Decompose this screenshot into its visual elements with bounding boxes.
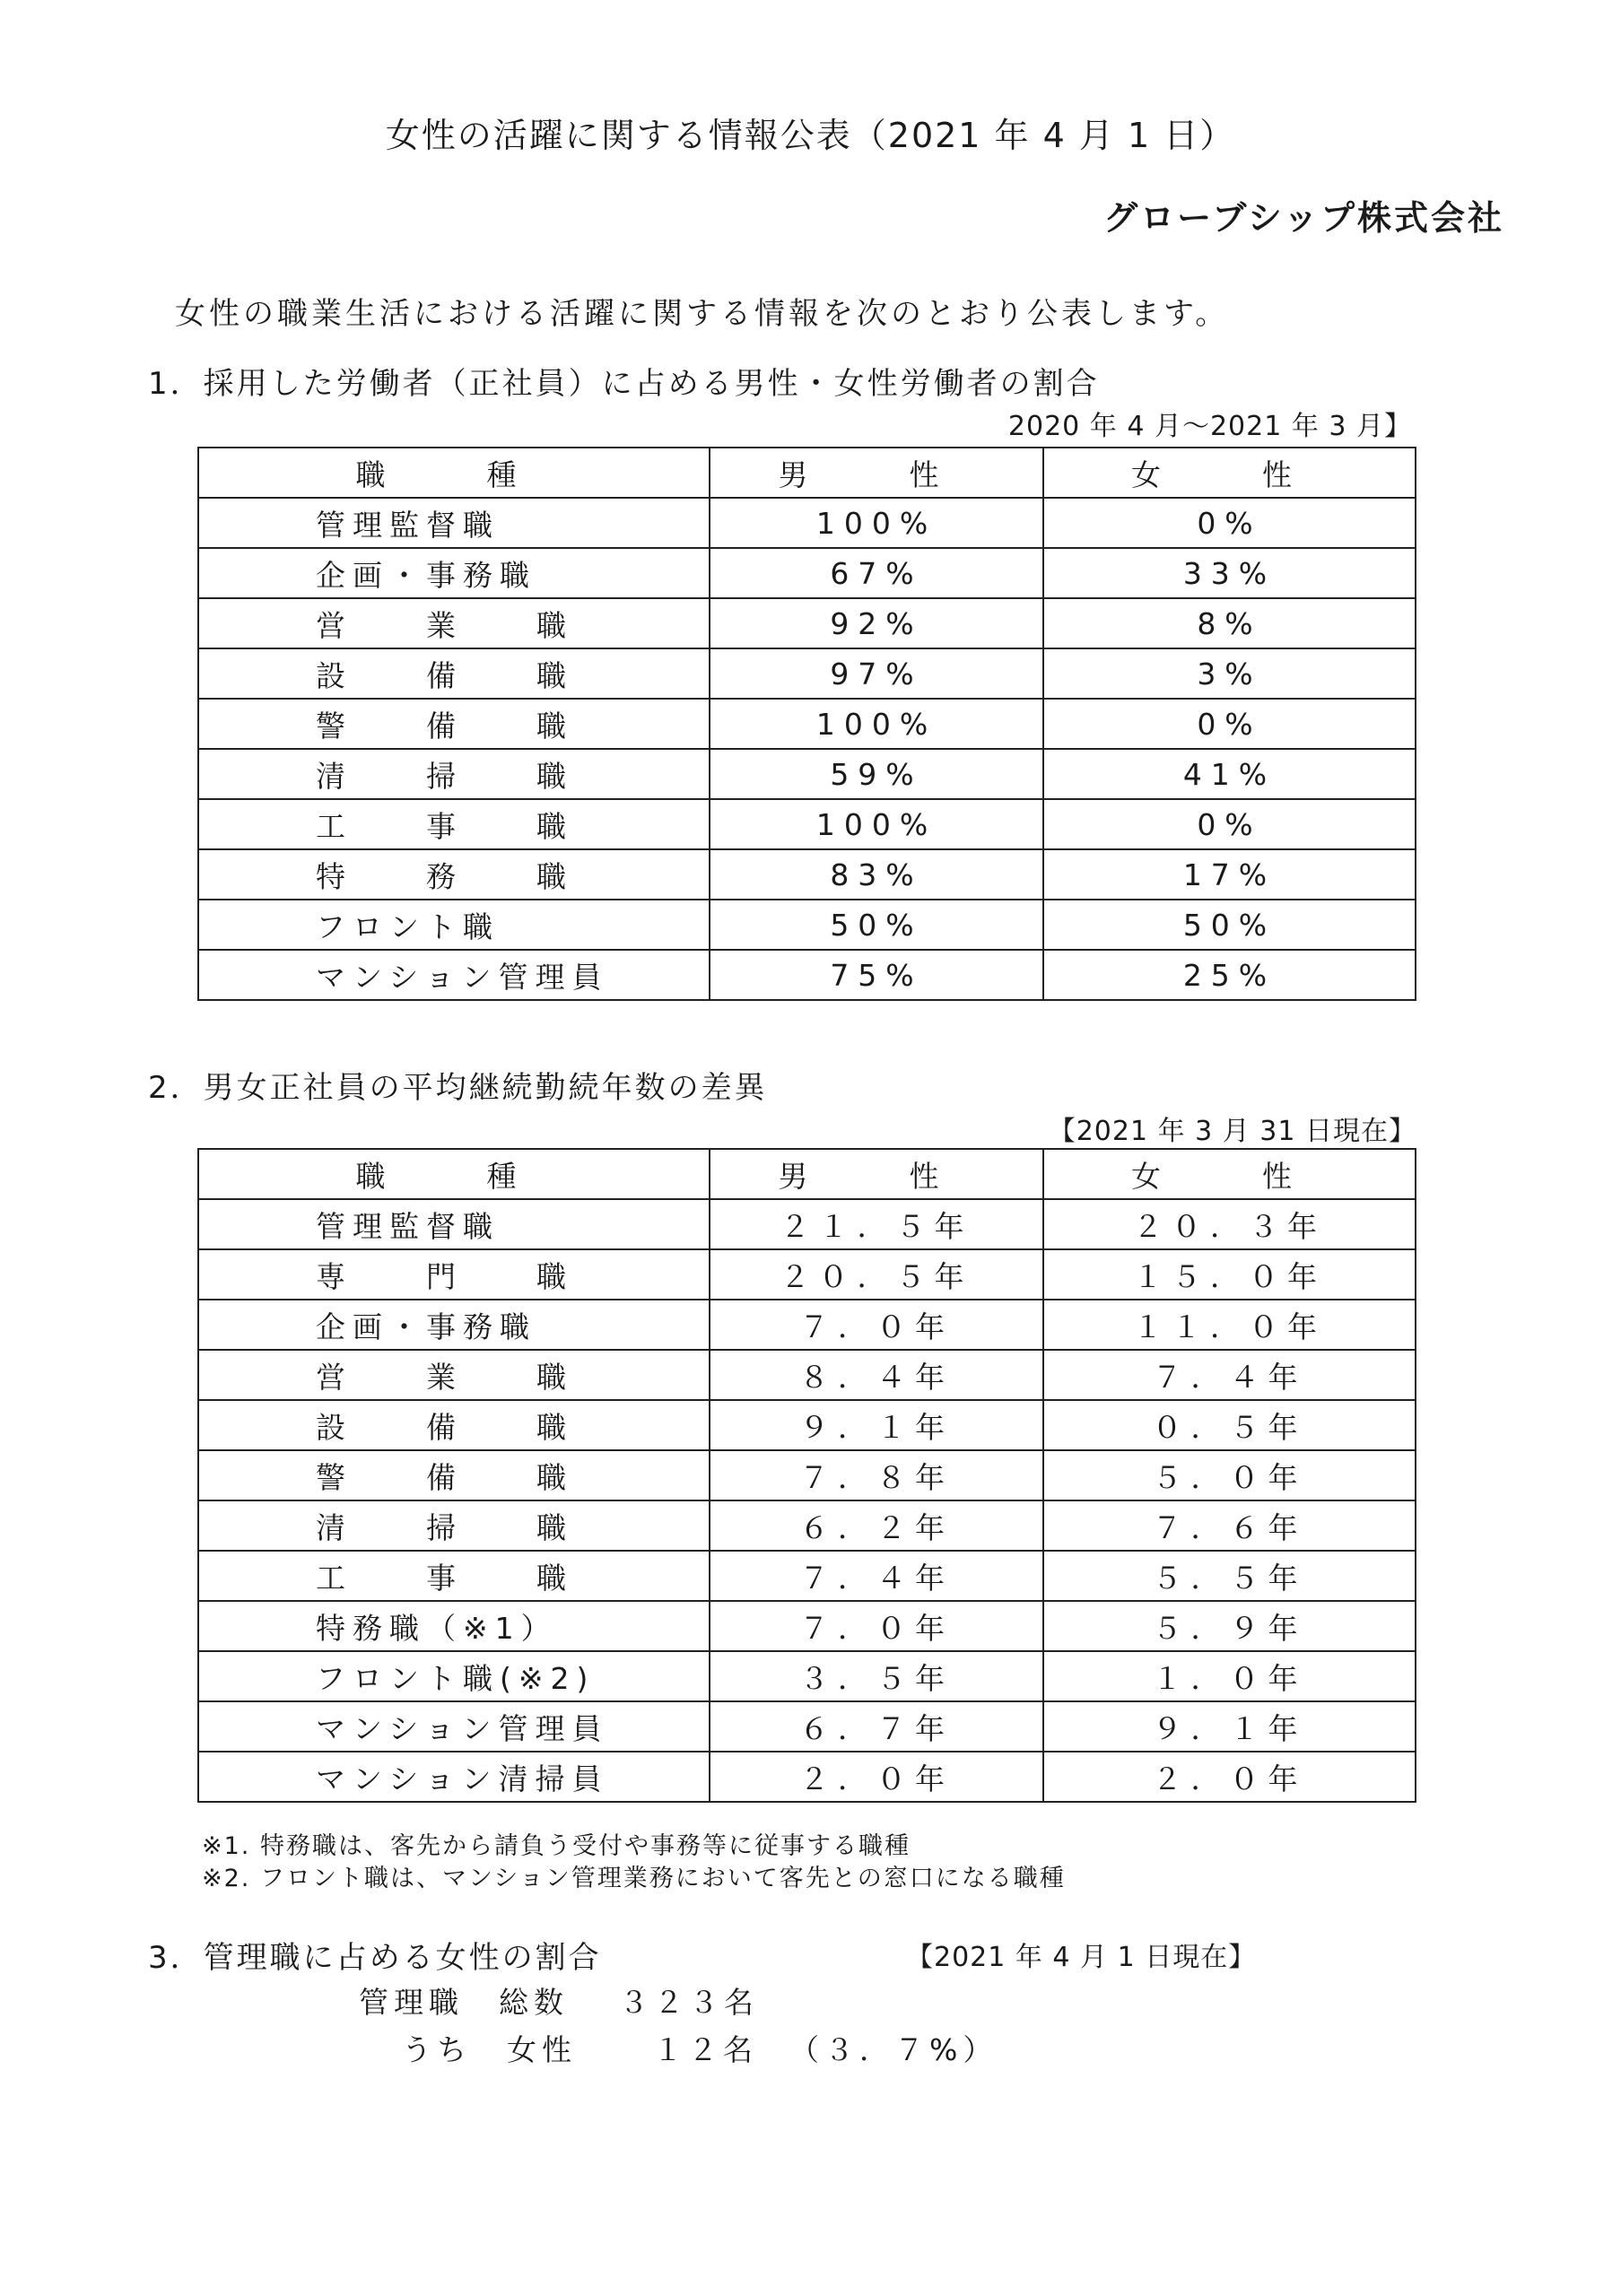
table-row: [198, 950, 1416, 1000]
male-cell: ２．０年: [710, 1752, 1043, 1802]
female-cell: 17%: [1043, 849, 1416, 900]
manager-female-label: うち 女性: [402, 2032, 577, 2067]
table-row: [198, 1601, 1416, 1651]
male-cell: ３．５年: [710, 1651, 1043, 1701]
female-cell: 0%: [1043, 699, 1416, 749]
male-cell: ２０．５年: [710, 1249, 1043, 1300]
female-cell: ０．５年: [1043, 1400, 1416, 1450]
job-cell: 特務職（※1）: [198, 1601, 710, 1651]
manager-total-value: ３２３名: [619, 1985, 759, 2020]
table-row: [198, 598, 1416, 648]
male-cell: ８．４年: [710, 1350, 1043, 1400]
job-cell: マンション清掃員: [198, 1752, 710, 1802]
table-row: [198, 900, 1416, 950]
job-cell: 清 掃 職: [198, 1500, 710, 1551]
female-cell: ９．１年: [1043, 1701, 1416, 1752]
job-cell: マンション管理員: [198, 1701, 710, 1752]
female-cell: 0%: [1043, 799, 1416, 849]
section3-heading: 3．管理職に占める女性の割合: [148, 1940, 602, 1976]
female-cell: 3%: [1043, 648, 1416, 699]
table-row: [198, 648, 1416, 699]
male-cell: 97%: [710, 648, 1043, 699]
table-row: [198, 1350, 1416, 1400]
male-cell: 92%: [710, 598, 1043, 648]
male-cell: ７．０年: [710, 1601, 1043, 1651]
table-row: [198, 699, 1416, 749]
section1-period: 2020 年 4 月～2021 年 3 月】: [1007, 411, 1412, 442]
column-header-male: 男 性: [710, 1149, 1043, 1199]
job-cell: フロント職: [198, 900, 710, 950]
male-cell: ７．０年: [710, 1300, 1043, 1350]
table-row: [198, 1400, 1416, 1450]
male-cell: 59%: [710, 749, 1043, 799]
table-row: [198, 1450, 1416, 1500]
job-cell: 警 備 職: [198, 699, 710, 749]
female-cell: １．０年: [1043, 1651, 1416, 1701]
female-cell: ２．０年: [1043, 1752, 1416, 1802]
female-cell: 8%: [1043, 598, 1416, 648]
column-header-job: 職 種: [198, 448, 710, 498]
male-cell: ６．２年: [710, 1500, 1043, 1551]
section1-heading: 1．採用した労働者（正社員）に占める男性・女性労働者の割合: [148, 366, 1100, 402]
company-name: グローブシップ株式会社: [1103, 198, 1504, 238]
job-cell: フロント職(※2): [198, 1651, 710, 1701]
female-cell: ５．５年: [1043, 1551, 1416, 1601]
female-cell: ７．６年: [1043, 1500, 1416, 1551]
column-header-male: 男 性: [710, 448, 1043, 498]
male-cell: 75%: [710, 950, 1043, 1000]
column-header-female: 女 性: [1043, 1149, 1416, 1199]
male-cell: 100%: [710, 699, 1043, 749]
table-header-row: [198, 448, 1416, 498]
job-cell: 清 掃 職: [198, 749, 710, 799]
table-row: [198, 498, 1416, 548]
section3-period: 【2021 年 4 月 1 日現在】: [906, 1942, 1257, 1973]
male-cell: ２１．５年: [710, 1199, 1043, 1249]
table-row: [198, 1300, 1416, 1350]
table-row: [198, 1551, 1416, 1601]
job-cell: 特 務 職: [198, 849, 710, 900]
female-cell: 33%: [1043, 548, 1416, 598]
job-cell: 設 備 職: [198, 648, 710, 699]
table-row: [198, 1701, 1416, 1752]
footnote-2: ※2. フロント職は、マンション管理業務において客先との窓口になる職種: [202, 1865, 1066, 1892]
female-cell: ５．０年: [1043, 1450, 1416, 1500]
male-cell: 83%: [710, 849, 1043, 900]
female-cell: ２０．３年: [1043, 1199, 1416, 1249]
job-cell: 企画・事務職: [198, 548, 710, 598]
table-row: [198, 749, 1416, 799]
job-cell: 管理監督職: [198, 1199, 710, 1249]
manager-total-label: 管理職 総数: [359, 1985, 569, 2020]
male-cell: 100%: [710, 799, 1043, 849]
job-cell: 営 業 職: [198, 598, 710, 648]
job-cell: 工 事 職: [198, 1551, 710, 1601]
female-cell: ５．９年: [1043, 1601, 1416, 1651]
job-cell: 営 業 職: [198, 1350, 710, 1400]
job-cell: 企画・事務職: [198, 1300, 710, 1350]
hiring-ratio-table: [197, 447, 1416, 1001]
female-cell: 50%: [1043, 900, 1416, 950]
female-cell: １５．０年: [1043, 1249, 1416, 1300]
female-cell: ７．４年: [1043, 1350, 1416, 1400]
female-cell: 0%: [1043, 498, 1416, 548]
male-cell: ７．８年: [710, 1450, 1043, 1500]
male-cell: ７．４年: [710, 1551, 1043, 1601]
job-cell: 管理監督職: [198, 498, 710, 548]
table-row: [198, 1199, 1416, 1249]
manager-female-ratio: （３．７%）: [789, 2032, 998, 2067]
table-row: [198, 799, 1416, 849]
female-cell: 41%: [1043, 749, 1416, 799]
job-cell: マンション管理員: [198, 950, 710, 1000]
table-row: [198, 849, 1416, 900]
female-cell: １１．０年: [1043, 1300, 1416, 1350]
male-cell: 67%: [710, 548, 1043, 598]
page-title: 女性の活躍に関する情報公表（2021 年 4 月 1 日）: [385, 116, 1236, 155]
tenure-table: [197, 1148, 1416, 1803]
male-cell: 100%: [710, 498, 1043, 548]
table-row: [198, 1752, 1416, 1802]
job-cell: 工 事 職: [198, 799, 710, 849]
table-row: [198, 1500, 1416, 1551]
section2-period: 【2021 年 3 月 31 日現在】: [1048, 1116, 1416, 1147]
footnote-1: ※1. 特務職は、客先から請負う受付や事務等に従事する職種: [202, 1832, 911, 1860]
male-cell: ９．１年: [710, 1400, 1043, 1450]
table-row: [198, 1249, 1416, 1300]
male-cell: ６．７年: [710, 1701, 1043, 1752]
section2-heading: 2．男女正社員の平均継続勤続年数の差異: [148, 1070, 768, 1106]
tenure-body: [198, 1149, 1416, 1802]
job-cell: 専 門 職: [198, 1249, 710, 1300]
table-row: [198, 1651, 1416, 1701]
female-cell: 25%: [1043, 950, 1416, 1000]
intro-text: 女性の職業生活における活躍に関する情報を次のとおり公表します。: [175, 296, 1230, 332]
manager-female-value: １２名: [653, 2032, 758, 2067]
table-header-row: [198, 1149, 1416, 1199]
male-cell: 50%: [710, 900, 1043, 950]
job-cell: 設 備 職: [198, 1400, 710, 1450]
table-row: [198, 548, 1416, 598]
column-header-job: 職 種: [198, 1149, 710, 1199]
job-cell: 警 備 職: [198, 1450, 710, 1500]
column-header-female: 女 性: [1043, 448, 1416, 498]
hiring-ratio-body: [198, 448, 1416, 1000]
